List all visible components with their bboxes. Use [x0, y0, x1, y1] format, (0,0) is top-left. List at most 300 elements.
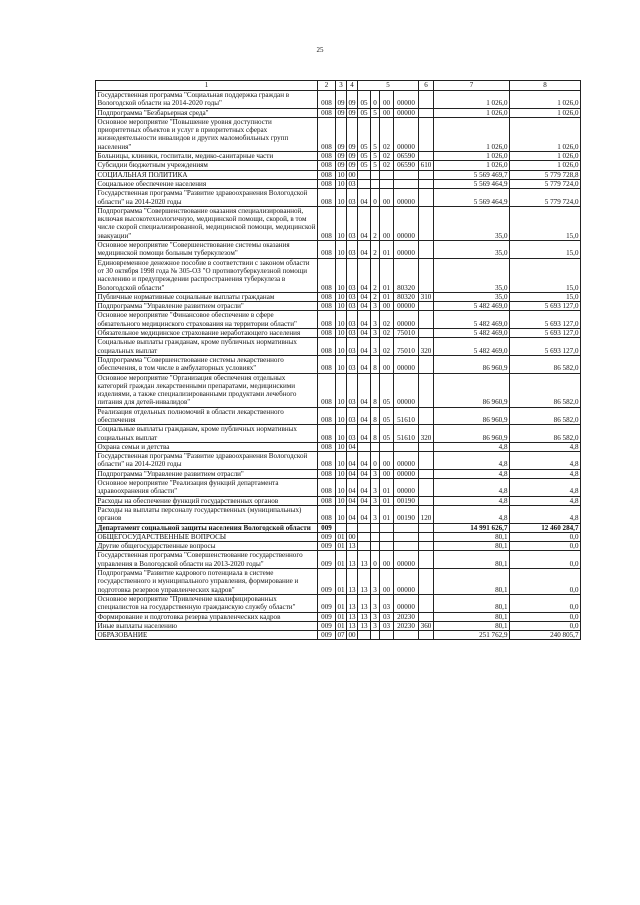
- table-row: [96, 152, 581, 161]
- row-direction-code: 00000: [394, 117, 419, 151]
- row-expense-type: [419, 373, 434, 407]
- row-section-code: 10: [336, 338, 347, 356]
- row-amount-year2: 4,8: [510, 496, 581, 505]
- row-amount-year2: 1 026,0: [510, 117, 581, 151]
- row-activity-code: 01: [380, 479, 394, 497]
- row-subprogram-code: [371, 532, 380, 541]
- row-subsection-code: [347, 523, 358, 532]
- row-expense-type: [419, 594, 434, 612]
- row-amount-year2: 0,0: [510, 594, 581, 612]
- row-subprogram-code: 5: [371, 161, 380, 170]
- row-amount-year2: 4,8: [510, 452, 581, 470]
- row-ministry-code: 008: [318, 258, 336, 292]
- table-row: [96, 302, 581, 311]
- row-subsection-code: 13: [348, 542, 356, 551]
- row-name: Основное мероприятие "Финансовое обеспечение в сфере обязательного медицинского страхования на территории области": [96, 311, 318, 329]
- row-name: Расходы на выплаты персоналу государственных (муниципальных) органов: [96, 505, 318, 523]
- row-activity-code: 00: [380, 355, 394, 373]
- table-row: [96, 442, 581, 451]
- row-subprogram-code: 3: [371, 338, 380, 356]
- row-activity-code: 00: [380, 452, 394, 470]
- row-section-code: 10: [337, 179, 345, 188]
- row-name: Иные выплаты населению: [96, 621, 318, 630]
- row-direction-code: 00000: [394, 452, 419, 470]
- table-row: [96, 551, 581, 569]
- row-amount-year1: 80,1: [434, 612, 510, 621]
- row-name: Социальное обеспечение населения: [96, 179, 318, 188]
- header-cell: 8: [510, 81, 581, 91]
- row-activity-code: 00: [380, 569, 394, 595]
- row-section-code: 10: [336, 505, 347, 523]
- row-section-code: 10: [336, 452, 347, 470]
- row-name: Субсидии бюджетным учреждениям: [96, 161, 318, 170]
- row-name: Охрана семьи и детства: [96, 442, 318, 451]
- table-row: [96, 505, 581, 523]
- row-section-code: 01: [337, 612, 345, 621]
- row-subsection-code: 09: [347, 91, 358, 109]
- row-amount-year1: 80,1: [434, 594, 510, 612]
- row-activity-code: [380, 523, 394, 532]
- row-program-code: 04: [358, 355, 371, 373]
- row-direction-code: 00190: [394, 505, 419, 523]
- row-amount-year1: 5 569 469,7: [434, 170, 510, 179]
- row-amount-year2: 4,8: [510, 479, 581, 497]
- row-section-code: 10: [336, 479, 347, 497]
- row-section-code: 10: [336, 206, 347, 240]
- row-amount-year1: 4,8: [434, 452, 510, 470]
- row-subsection-code: 03: [348, 302, 356, 311]
- row-program-code: [358, 442, 371, 451]
- row-subprogram-code: [371, 170, 380, 179]
- row-subprogram-code: 3: [371, 496, 380, 505]
- row-activity-code: 03: [380, 612, 394, 621]
- row-amount-year2: 86 582,0: [510, 425, 581, 443]
- row-program-code: 04: [358, 496, 371, 505]
- row-program-code: 05: [358, 117, 371, 151]
- row-program-code: 04: [358, 329, 371, 338]
- row-direction-code: 00000: [394, 569, 419, 595]
- row-ministry-code: 009: [318, 532, 336, 541]
- row-section-code: 10: [337, 329, 345, 338]
- row-direction-code: 80320: [394, 292, 419, 301]
- row-subprogram-code: 2: [371, 206, 380, 240]
- row-expense-type: 320: [419, 338, 434, 356]
- row-amount-year2: 0,0: [510, 551, 581, 569]
- row-expense-type: [419, 179, 434, 188]
- table-row: [96, 479, 581, 497]
- row-expense-type: [419, 258, 434, 292]
- row-name: Государственная программа "Социальная поддержка граждан в Вологодской области на 2014-2020 годы": [96, 91, 318, 109]
- row-direction-code: 00000: [394, 302, 419, 311]
- table-row: [96, 496, 581, 505]
- row-activity-code: 05: [380, 425, 394, 443]
- row-direction-code: 00000: [394, 91, 419, 109]
- row-expense-type: 310: [419, 292, 434, 301]
- row-activity-code: 00: [380, 551, 394, 569]
- row-section-code: 10: [337, 292, 345, 301]
- row-program-code: 04: [358, 425, 371, 443]
- row-program-code: 13: [358, 612, 371, 621]
- table-row: [96, 292, 581, 301]
- row-amount-year1: 14 991 626,7: [434, 523, 510, 532]
- row-expense-type: 320: [419, 425, 434, 443]
- row-expense-type: [419, 311, 434, 329]
- row-amount-year1: 80,1: [434, 551, 510, 569]
- row-ministry-code: 008: [318, 505, 336, 523]
- row-amount-year1: 4,8: [434, 469, 510, 478]
- row-section-code: 07: [337, 631, 345, 640]
- row-direction-code: 00000: [394, 108, 419, 117]
- row-ministry-code: 008: [318, 311, 336, 329]
- row-expense-type: [419, 631, 434, 640]
- row-direction-code: 00000: [394, 469, 419, 478]
- row-name: Основное мероприятие "Совершенствование системы оказания медицинской помощи больным туберкулезом": [96, 241, 318, 259]
- row-ministry-code: 008: [318, 407, 336, 425]
- row-ministry-code: 009: [318, 631, 336, 640]
- row-expense-type: [419, 551, 434, 569]
- row-direction-code: 06590: [394, 161, 419, 170]
- row-section-code: 10: [336, 373, 347, 407]
- row-direction-code: 00000: [394, 373, 419, 407]
- row-amount-year2: 5 693 127,0: [510, 302, 581, 311]
- row-direction-code: 00000: [394, 311, 419, 329]
- row-amount-year2: 0,0: [510, 612, 581, 621]
- row-expense-type: [419, 569, 434, 595]
- row-activity-code: 00: [380, 189, 394, 207]
- row-section-code: 10: [337, 170, 345, 179]
- row-activity-code: 03: [380, 594, 394, 612]
- row-subsection-code: 03: [347, 407, 358, 425]
- row-amount-year2: 86 582,0: [510, 407, 581, 425]
- row-ministry-code: 009: [318, 612, 336, 621]
- row-subprogram-code: [371, 179, 380, 188]
- row-expense-type: [419, 117, 434, 151]
- table-row: [96, 161, 581, 170]
- row-name: ОБЩЕГОСУДАРСТВЕННЫЕ ВОПРОСЫ: [96, 532, 318, 541]
- row-section-code: 10: [337, 469, 345, 478]
- row-amount-year2: 5 693 127,0: [510, 311, 581, 329]
- row-section-code: 10: [336, 311, 347, 329]
- row-program-code: 13: [358, 569, 371, 595]
- row-direction-code: 51610: [394, 407, 419, 425]
- row-amount-year1: 5 569 464,9: [434, 189, 510, 207]
- row-subsection-code: 13: [347, 569, 358, 595]
- row-expense-type: [419, 452, 434, 470]
- row-subsection-code: 03: [348, 329, 356, 338]
- row-amount-year2: 0,0: [510, 621, 581, 630]
- row-amount-year2: 5 779 724,0: [510, 189, 581, 207]
- row-expense-type: [419, 496, 434, 505]
- row-subprogram-code: [371, 631, 380, 640]
- row-expense-type: [419, 355, 434, 373]
- row-amount-year1: 1 026,0: [434, 152, 510, 161]
- row-amount-year2: 0,0: [510, 569, 581, 595]
- row-direction-code: 00000: [394, 355, 419, 373]
- row-direction-code: 80320: [394, 258, 419, 292]
- row-expense-type: [419, 241, 434, 259]
- table-row: [96, 241, 581, 259]
- row-direction-code: 06590: [394, 152, 419, 161]
- row-activity-code: 00: [380, 108, 394, 117]
- row-program-code: 04: [358, 505, 371, 523]
- row-activity-code: 01: [380, 505, 394, 523]
- header-cell: 7: [434, 81, 510, 91]
- table-row: [96, 425, 581, 443]
- row-section-code: 01: [337, 532, 345, 541]
- row-activity-code: 05: [380, 373, 394, 407]
- table-row: [96, 117, 581, 151]
- row-activity-code: 03: [380, 621, 394, 630]
- row-activity-code: 02: [380, 338, 394, 356]
- row-direction-code: 00000: [394, 241, 419, 259]
- row-name: Государственная программа "Совершенствование государственного управления в Вологодской области на 2013-2020 годы": [96, 551, 318, 569]
- row-expense-type: [419, 302, 434, 311]
- row-program-code: 05: [358, 108, 371, 117]
- row-amount-year1: 80,1: [434, 621, 510, 630]
- row-amount-year2: 86 582,0: [510, 373, 581, 407]
- header-cell: 3: [336, 81, 347, 91]
- row-subsection-code: 03: [347, 425, 358, 443]
- row-ministry-code: 008: [318, 338, 336, 356]
- row-name: Основное мероприятие "Привлечение квалифицированных специалистов на государственную гражданскую службу области": [96, 594, 318, 612]
- row-section-code: 09: [337, 108, 345, 117]
- table-row: [96, 631, 581, 640]
- row-subprogram-code: 2: [371, 258, 380, 292]
- row-ministry-code: 008: [318, 329, 336, 338]
- row-section-code: [336, 523, 347, 532]
- row-amount-year1: 4,8: [434, 442, 510, 451]
- row-program-code: 05: [358, 161, 371, 170]
- row-subsection-code: 03: [347, 258, 358, 292]
- row-subsection-code: 00: [348, 532, 356, 541]
- row-amount-year2: 4,8: [510, 442, 581, 451]
- row-subsection-code: 03: [347, 338, 358, 356]
- row-subsection-code: 03: [347, 189, 358, 207]
- row-ministry-code: 008: [318, 189, 336, 207]
- row-program-code: [358, 532, 371, 541]
- row-amount-year2: 1 026,0: [510, 108, 581, 117]
- row-direction-code: [394, 170, 419, 179]
- row-expense-type: [419, 542, 434, 551]
- row-ministry-code: 008: [318, 452, 336, 470]
- row-ministry-code: 008: [318, 206, 336, 240]
- row-name: Больницы, клиники, госпитали, медико-санитарные части: [96, 152, 318, 161]
- row-amount-year1: 5 482 469,0: [434, 302, 510, 311]
- row-subsection-code: 04: [348, 442, 356, 451]
- row-name: Основное мероприятие "Реализация функций департамента здравоохранения области": [96, 479, 318, 497]
- row-section-code: 10: [336, 241, 347, 259]
- row-program-code: 04: [358, 407, 371, 425]
- row-program-code: 05: [358, 91, 371, 109]
- row-amount-year2: 15,0: [510, 241, 581, 259]
- row-name: Подпрограмма "Управление развитием отрасли": [96, 302, 318, 311]
- row-section-code: 01: [336, 594, 347, 612]
- row-subprogram-code: 2: [371, 241, 380, 259]
- row-direction-code: 51610: [394, 425, 419, 443]
- row-amount-year1: 4,8: [434, 505, 510, 523]
- row-direction-code: 00000: [394, 206, 419, 240]
- table-row: [96, 258, 581, 292]
- row-subprogram-code: 0: [371, 189, 380, 207]
- row-program-code: [358, 631, 371, 640]
- row-expense-type: [419, 329, 434, 338]
- row-subprogram-code: 2: [371, 292, 380, 301]
- row-name: Публичные нормативные социальные выплаты гражданам: [96, 292, 318, 301]
- row-subprogram-code: 3: [371, 505, 380, 523]
- table-row: [96, 612, 581, 621]
- row-section-code: 09: [336, 91, 347, 109]
- row-direction-code: [394, 179, 419, 188]
- row-amount-year1: 80,1: [434, 532, 510, 541]
- header-cell: 1: [96, 81, 318, 91]
- row-amount-year2: 86 582,0: [510, 355, 581, 373]
- row-section-code: 10: [336, 355, 347, 373]
- row-activity-code: 02: [380, 311, 394, 329]
- row-expense-type: 360: [419, 621, 434, 630]
- row-subsection-code: 09: [348, 108, 356, 117]
- row-program-code: 04: [358, 452, 371, 470]
- row-ministry-code: 009: [318, 569, 336, 595]
- row-name: Формирование и подготовка резерва управленческих кадров: [96, 612, 318, 621]
- row-name: Государственная программа "Развитие здравоохранения Вологодской области" на 2014-2020 годы: [96, 452, 318, 470]
- row-direction-code: 00000: [394, 189, 419, 207]
- row-subprogram-code: 8: [371, 355, 380, 373]
- row-ministry-code: 009: [318, 551, 336, 569]
- row-subsection-code: 03: [347, 373, 358, 407]
- row-expense-type: 610: [419, 161, 434, 170]
- table-row: [96, 532, 581, 541]
- row-amount-year1: 4,8: [434, 479, 510, 497]
- row-expense-type: [419, 479, 434, 497]
- row-direction-code: 20230: [394, 621, 419, 630]
- table-row: [96, 407, 581, 425]
- table-row: [96, 189, 581, 207]
- row-expense-type: [419, 170, 434, 179]
- row-subprogram-code: 3: [371, 569, 380, 595]
- row-expense-type: [419, 152, 434, 161]
- table-row: [96, 542, 581, 551]
- row-amount-year2: 5 779 724,0: [510, 179, 581, 188]
- row-program-code: 04: [358, 258, 371, 292]
- table-row: [96, 206, 581, 240]
- row-ministry-code: 008: [318, 373, 336, 407]
- row-expense-type: [419, 189, 434, 207]
- table-row: [96, 91, 581, 109]
- row-ministry-code: 009: [318, 621, 336, 630]
- budget-table: [95, 80, 581, 640]
- row-section-code: 10: [337, 496, 345, 505]
- row-subprogram-code: 3: [371, 311, 380, 329]
- row-name: Обязательное медицинское страхование неработающего населения: [96, 329, 318, 338]
- row-amount-year1: 35,0: [434, 241, 510, 259]
- row-amount-year2: 240 805,7: [510, 631, 581, 640]
- row-subprogram-code: 3: [371, 621, 380, 630]
- row-activity-code: 00: [380, 469, 394, 478]
- row-name: Основное мероприятие "Повышение уровня доступности приоритетных объектов и услуг в приоритетных сферах жизнедеятельности инвалидов и других маломобильных групп населения": [96, 117, 318, 151]
- row-program-code: [358, 170, 371, 179]
- row-program-code: 13: [358, 621, 371, 630]
- row-direction-code: [394, 442, 419, 451]
- row-subprogram-code: 0: [371, 452, 380, 470]
- row-name: ОБРАЗОВАНИЕ: [96, 631, 318, 640]
- row-name: Социальные выплаты гражданам, кроме публичных нормативных социальных выплат: [96, 425, 318, 443]
- row-amount-year1: 86 960,9: [434, 425, 510, 443]
- row-direction-code: [394, 542, 419, 551]
- row-subsection-code: 09: [348, 161, 356, 170]
- row-activity-code: 00: [380, 206, 394, 240]
- row-section-code: 10: [337, 442, 345, 451]
- row-program-code: 13: [358, 551, 371, 569]
- row-activity-code: 05: [380, 407, 394, 425]
- table-row: [96, 170, 581, 179]
- row-amount-year1: 35,0: [434, 258, 510, 292]
- table-row: [96, 329, 581, 338]
- row-subprogram-code: 0: [371, 551, 380, 569]
- row-direction-code: 00000: [394, 594, 419, 612]
- row-program-code: 05: [358, 152, 371, 161]
- row-subprogram-code: 5: [371, 117, 380, 151]
- row-activity-code: 00: [380, 302, 394, 311]
- table-row: [96, 355, 581, 373]
- row-amount-year1: 80,1: [434, 569, 510, 595]
- row-name: Государственная программа "Развитие здравоохранения Вологодской области" на 2014-2020 годы: [96, 189, 318, 207]
- row-direction-code: 00190: [394, 496, 419, 505]
- row-name: Подпрограмма "Совершенствование оказания специализированной, включая высокотехнологичную, медицинской помощи, скорой, в том числе скорой специализированной, медицинской помощи, медицинской эвакуации": [96, 206, 318, 240]
- row-program-code: 04: [358, 241, 371, 259]
- row-ministry-code: 008: [318, 108, 336, 117]
- row-subsection-code: 03: [347, 311, 358, 329]
- row-program-code: [358, 179, 371, 188]
- row-program-code: 04: [358, 479, 371, 497]
- row-program-code: 04: [358, 206, 371, 240]
- table-row: [96, 621, 581, 630]
- row-activity-code: [380, 170, 394, 179]
- row-amount-year2: 5 779 728,8: [510, 170, 581, 179]
- row-subsection-code: 13: [347, 594, 358, 612]
- table-row: [96, 594, 581, 612]
- row-name: СОЦИАЛЬНАЯ ПОЛИТИКА: [96, 170, 318, 179]
- row-subprogram-code: 8: [371, 407, 380, 425]
- row-subsection-code: 03: [347, 206, 358, 240]
- row-expense-type: [419, 523, 434, 532]
- row-ministry-code: 008: [318, 302, 336, 311]
- row-expense-type: [419, 91, 434, 109]
- row-ministry-code: 008: [318, 152, 336, 161]
- row-subsection-code: 13: [348, 621, 356, 630]
- row-subprogram-code: [371, 523, 380, 532]
- row-ministry-code: 008: [318, 442, 336, 451]
- row-activity-code: 02: [380, 329, 394, 338]
- row-amount-year1: 5 482 469,0: [434, 311, 510, 329]
- row-activity-code: [380, 179, 394, 188]
- row-expense-type: [419, 407, 434, 425]
- row-amount-year1: 1 026,0: [434, 161, 510, 170]
- row-program-code: 04: [358, 338, 371, 356]
- row-ministry-code: 008: [318, 355, 336, 373]
- row-name: Единовременное денежное пособие в соответствии с законом области от 30 октября 1998 года № 305-ОЗ "О противотуберкулезной помощи населению и предупреждении распространения туберкулеза в Вологодской области": [96, 258, 318, 292]
- table-row: [96, 373, 581, 407]
- row-amount-year2: 4,8: [510, 469, 581, 478]
- row-ministry-code: 008: [318, 425, 336, 443]
- row-section-code: 09: [337, 152, 345, 161]
- row-ministry-code: 008: [318, 179, 336, 188]
- row-amount-year1: 1 026,0: [434, 91, 510, 109]
- row-program-code: 04: [358, 292, 371, 301]
- row-direction-code: 75010: [394, 329, 419, 338]
- row-amount-year2: 0,0: [510, 542, 581, 551]
- row-name: Подпрограмма "Безбарьерная среда": [96, 108, 318, 117]
- row-activity-code: 01: [380, 496, 394, 505]
